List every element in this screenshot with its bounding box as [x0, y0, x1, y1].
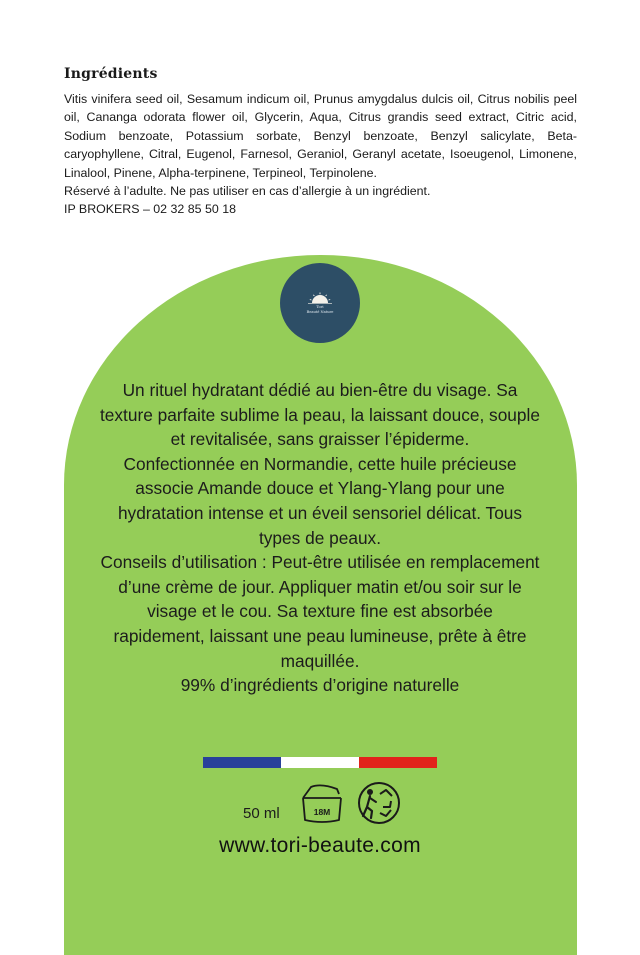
flag-blue-stripe — [203, 757, 281, 768]
flag-white-stripe — [281, 757, 359, 768]
natural-origin-claim: 99% d’ingrédients d’origine naturelle — [180, 675, 460, 696]
french-flag-band — [203, 757, 437, 768]
logo-sub-text: Beauté Nature — [306, 310, 334, 314]
description-paragraph: Conseils d’utilisation : Peut-être utilisée en remplacement d’une crème de jour. Appliquer matin et/ou soir sur le visage et le cou. Sa texture fine est absorbée rapidement, laissant une peau lumineuse, prête à être maquillée. — [100, 552, 540, 671]
ingredients-section — [64, 66, 577, 219]
ingredients-title: Ingrédients — [64, 66, 158, 82]
pao-label: 18M — [313, 807, 331, 817]
description-paragraph: Un rituel hydratant dédié au bien-être du visage. Sa texture parfaite sublime la peau, la laissant douce, souple et revitalisée, sans graisser l’épiderme. — [100, 380, 540, 450]
brand-logo — [280, 263, 360, 343]
description-paragraph: Confectionnée en Normandie, cette huile précieuse associe Amande douce et Ylang-Ylang pour une hydratation intense et un éveil sensoriel délicat. Tous types de peaux. — [117, 453, 523, 548]
triman-recycle-icon — [356, 780, 402, 826]
volume-label: 50 ml — [243, 805, 280, 822]
sun-logo-icon — [308, 292, 332, 304]
flag-red-stripe — [359, 757, 437, 768]
distributor-info: IP BROKERS – 02 32 85 50 18 — [64, 202, 236, 217]
open-jar-icon — [297, 784, 347, 826]
allergy-warning: Réservé à l’adulte. Ne pas utiliser en cas d’allergie à un ingrédient. — [64, 184, 431, 199]
website-link[interactable]: www.tori-beaute.com — [219, 834, 421, 857]
logo-brand-text: Tori — [316, 304, 324, 309]
product-description — [100, 378, 540, 698]
ingredients-list: Vitis vinifera seed oil, Sesamum indicum oil, Prunus amygdalus dulcis oil, Citrus nobilis peel oil, Cananga odorata flower oil, Glycerin, Aqua, Citrus grandis seed extract, Citric acid, Sodium benzoate, Potassium sorbate, Benzyl benzoate, Benzyl salicylate, Beta-caryophyllene, Citral, Eugenol, Farnesol, Geraniol, Geranyl acetate, Isoeugenol, Limonene, Linalool, Pinene, Alpha-terpinene, Terpineol, Terpinolene. — [64, 92, 577, 180]
